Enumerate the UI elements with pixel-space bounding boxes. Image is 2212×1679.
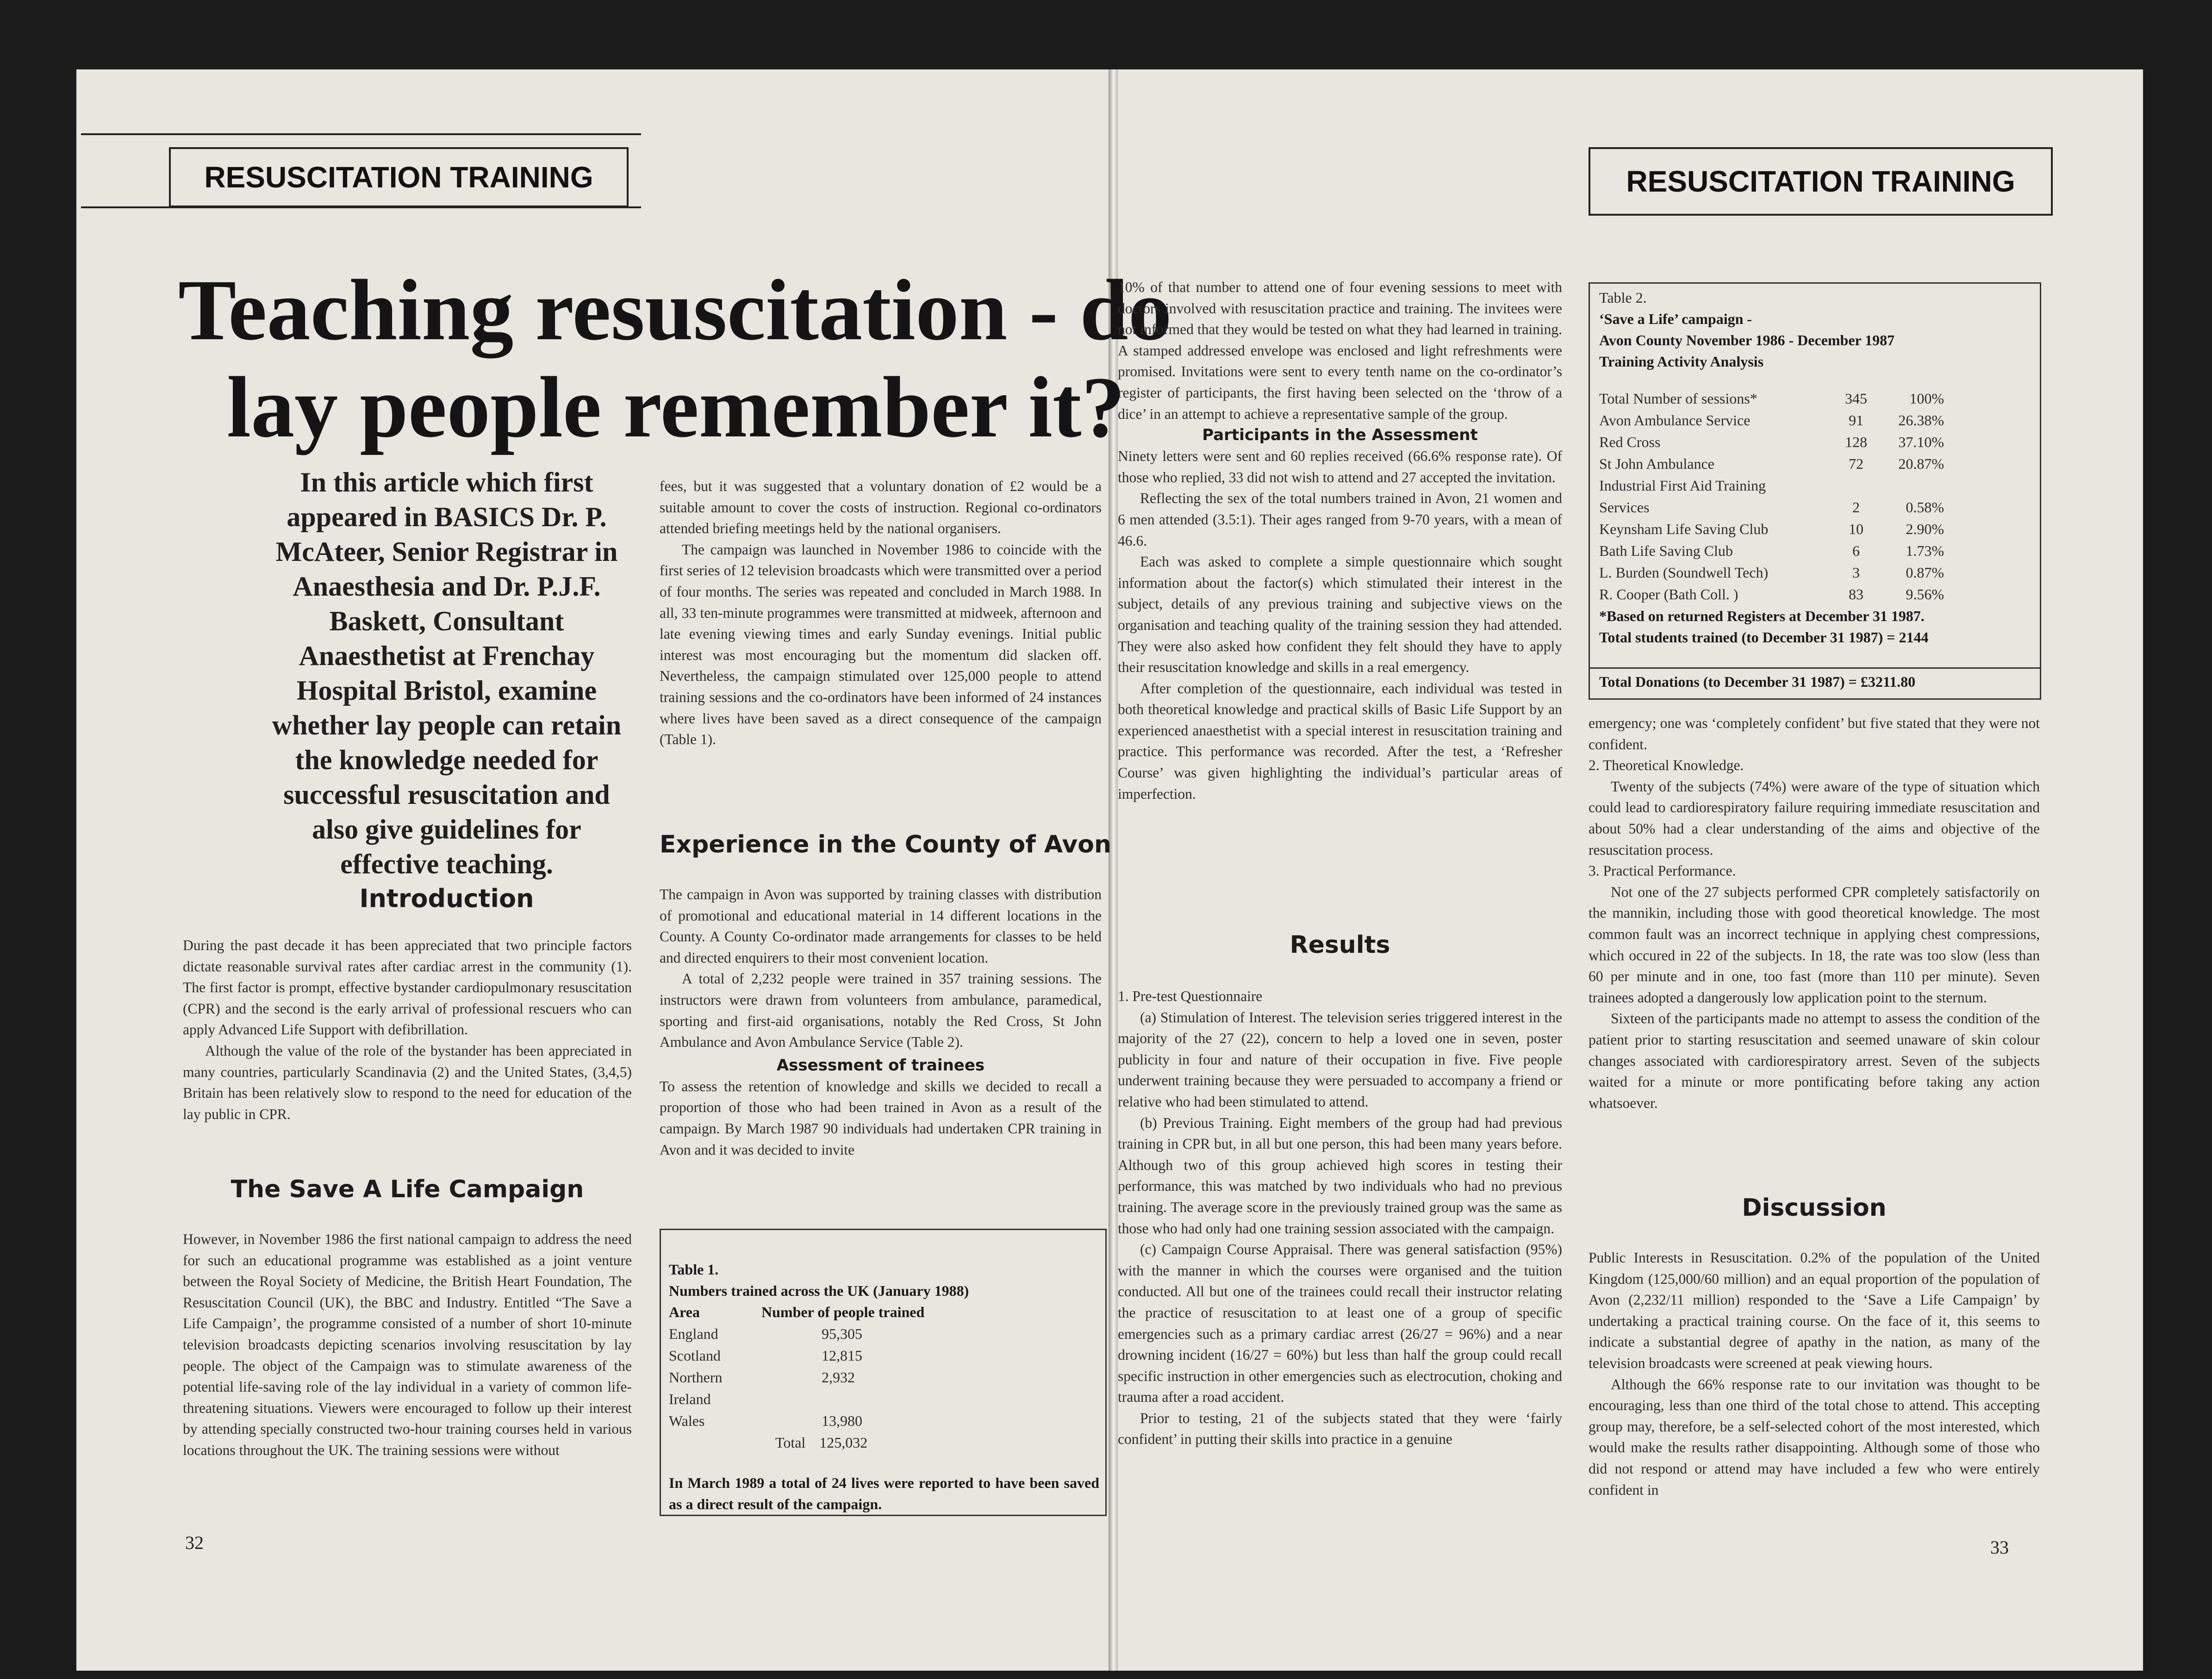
paragraph: Twenty of the subjects (74%) were aware of the type of situation which could lead to cardiorespiratory failure requiring immediate resuscitation and about 50% had a clear understanding of the aims and objective of the resuscitation process.: [1589, 778, 2040, 858]
paragraph: To assess the retention of knowledge and skills we decided to recall a proportion of those who had been trained in Avon as a result of the campaign. By March 1987 90 individuals had undertaken CPR training in Avon and it was decided to invite: [660, 1078, 1102, 1158]
table-1-col-area: Area: [669, 1304, 700, 1320]
column-2-middle: [660, 884, 1102, 1160]
paragraph: However, in November 1986 the first national campaign to address the need for such an educational programme was established as a joint venture between the Royal Society of Medicine, the British Heart Foundation, The Resuscitation Council (UK), the BBC and Industry. Entitled “The Save a Life Campaign’, the programme consisted of a number of short 10-minute television broadcasts depicting scenarios involving resuscitation by lay people. The object of the Campaign was to stimulate awareness of the potential life-saving role of the lay individual in a variety of common life-threatening situations. Viewers were encouraged to follow up their interest by attending specially constructed two-hour training courses held in various locations throughout the UK. The training sessions were without: [183, 1231, 632, 1458]
table-row: [669, 1345, 956, 1367]
paragraph: (b) Previous Training. Eight members of the group had had previous training in CPR but, in all but one person, this had been many years before. Although two of this group achieved high scores in testing their performance, this was matched by two individuals who had no previous training. The average score in the previously trained group was the same as those who had only had one training session associated with the campaign.: [1118, 1114, 1562, 1237]
table-2-title: Training Activity Analysis: [1599, 353, 1764, 370]
table-cell: Avon Ambulance Service: [1599, 412, 1751, 429]
table-cell: Bath Life Saving Club: [1599, 542, 1733, 559]
heading-assessment: Assessment of trainees: [776, 1056, 985, 1075]
heading-introduction: Introduction: [359, 884, 534, 913]
paragraph: During the past decade it has been appreciated that two principle factors dictate reasonable survival rates after cardiac arrest in the community (1). The first factor is prompt, effective bystander cardiopulmonary resuscitation (CPR) and the second is the early arrival of professional rescuers who can apply Advanced Life Support with defibrillation.: [183, 937, 632, 1038]
table-cell: 91: [1849, 412, 1863, 429]
standfirst-line: appeared in BASICS Dr. P.: [287, 502, 607, 532]
heading-results: Results: [1290, 931, 1390, 959]
table-2-donations: Total Donations (to December 31 1987) = £3211.80: [1599, 673, 1916, 690]
table-1: [669, 1259, 1099, 1515]
paragraph: The campaign in Avon was supported by training classes with distribution of promotional and educational material in 14 different locations in the County. A County Co-ordinator made arrangements for classes to be held and directed enquirers to their most convenient location.: [660, 886, 1102, 966]
paragraph: (a) Stimulation of Interest. The television series triggered interest in the majority of the 27 (22), concern to help a loved one in seven, poster publicity in four and nature of their occupation in five. Five people underwent training because they were persuaded to accompany a friend or relative who had been stimulated to attend.: [1118, 1009, 1562, 1110]
table-cell: [1838, 475, 1875, 497]
table-2-title: ‘Save a Life’ campaign -: [1599, 311, 1752, 327]
page-number-left: 32: [185, 1532, 204, 1553]
table-1-note: In March 1989 a total of 24 lives were reported to have been saved as a direct result of the campaign.: [669, 1474, 1099, 1512]
table-cell: England: [669, 1325, 718, 1342]
table-cell: 3: [1852, 564, 1860, 581]
table-cell: Total Number of sessions*: [1599, 390, 1757, 407]
table-cell: 72: [1849, 455, 1863, 472]
table-row: [1599, 431, 1944, 453]
heading-experience-avon: Experience in the County of Avon: [660, 831, 1111, 858]
table-cell: 128: [1845, 434, 1867, 450]
paragraph: Ninety letters were sent and 60 replies received (66.6% response rate). Of those who replied, 33 did not wish to attend and 27 accepted the invitation.: [1118, 448, 1562, 485]
table-2-total-students: Total students trained (to December 31 1987) = 2144: [1599, 629, 1929, 646]
column-3-top: [1118, 277, 1562, 804]
paragraph: (c) Campaign Course Appraisal. There was general satisfaction (95%) with the manner in which the courses were organised and the tuition conducted. All but one of the trainees could recall their instructor relating the practice of resuscitation to at least one of a group of specific emergencies such as a primary cardiac arrest (26/27 = 96%) and a near drowning incident (16/27 = 60%) but less than half the group could recall specific instruction in other emergencies such as electrocution, choking and trauma after a road accident.: [1118, 1241, 1562, 1405]
table-cell: Red Cross: [1599, 434, 1661, 450]
table-row: [669, 1410, 956, 1432]
standfirst-line: effective teaching.: [340, 849, 553, 879]
paragraph: Reflecting the sex of the total numbers trained in Avon, 21 women and 6 men attended (3.5:1). Their ages ranged from 9-70 years, with a mean of 46.6.: [1118, 490, 1562, 549]
table-cell: Industrial First Aid Training: [1599, 477, 1766, 494]
table-row: [669, 1323, 956, 1345]
table-cell: 0.87%: [1906, 564, 1944, 581]
table-cell: L. Burden (Soundwell Tech): [1599, 564, 1769, 581]
table-2-grid: [1599, 388, 1944, 605]
article-title-line1: Teaching resuscitation - do: [178, 261, 1172, 358]
table-row: [1599, 540, 1944, 562]
table-cell: 0.58%: [1906, 499, 1944, 516]
table-row: [1599, 410, 1944, 431]
paragraph: 10% of that number to attend one of four evening sessions to meet with doctors involved with resuscitation practice and training. The invitees were not informed that they would be tested on what they had learned in training. A stamped addressed envelope was enclosed and light refreshments were promised. Invitations were sent to every tenth name on the co-ordinator’s register of participants, the first having been selected on the ‘throw of a dice’ in an attempt to achieve a representative sample of the group.: [1118, 279, 1562, 422]
table-row: [1599, 562, 1944, 584]
table-row: [1599, 497, 1944, 518]
heading-discussion: Discussion: [1742, 1194, 1887, 1222]
section-label-right: RESUSCITATION TRAINING: [1589, 147, 2053, 216]
heading-save-a-life: The Save A Life Campaign: [231, 1175, 584, 1203]
table-cell: 6: [1852, 542, 1860, 559]
paragraph: fees, but it was suggested that a voluntary donation of £2 would be a suitable amount to cover the costs of instruction. Regional co-ordinators attended briefing meetings held by the national organisers.: [660, 478, 1102, 537]
heading-participants: Participants in the Assessment: [1202, 426, 1478, 445]
page-number-right: 33: [1990, 1537, 2009, 1558]
paragraph: 1. Pre-test Questionnaire: [1118, 988, 1263, 1004]
standfirst-line: also give guidelines for: [312, 814, 581, 845]
section-label-left: RESUSCITATION TRAINING: [169, 147, 629, 207]
paragraph: Each was asked to complete a simple questionnaire which sought information about the factor(s) which stimulated their interest in the subject, details of any previous training and subjective views on the organisation and teaching quality of the training session they had attended. They were also asked how confident they felt should they have to apply their resuscitation knowledge and skills in a real emergency.: [1118, 553, 1562, 676]
column-4-discussion: [1589, 1247, 2040, 1500]
table-2-title: Avon County November 1986 - December 1987: [1599, 332, 1895, 348]
table-row: [1599, 584, 1944, 605]
table-cell: [1875, 475, 1944, 497]
table-cell: 83: [1849, 586, 1863, 603]
header-rule: [81, 133, 641, 135]
paragraph: 2. Theoretical Knowledge.: [1589, 757, 1744, 774]
table-1-total-value: 125,032: [819, 1434, 868, 1451]
table-1-caption: Table 1.: [669, 1261, 719, 1278]
standfirst-line: whether lay people can retain: [272, 710, 622, 740]
paragraph: A total of 2,232 people were trained in 357 training sessions. The instructors were drawn from volunteers from ambulance, paramedical, sporting and first-aid organisations, notably the Red Cross, St John Ambulance and Avon Ambulance Service (Table 2).: [660, 970, 1102, 1051]
table-cell: 26.38%: [1898, 412, 1944, 429]
table-row: [1599, 388, 1944, 410]
table-cell: 13,980: [822, 1412, 862, 1429]
table-cell: 2,932: [822, 1369, 855, 1386]
article-title-line2: lay people remember it?: [227, 359, 1125, 455]
table-1-grid: [669, 1301, 956, 1454]
table-2-caption: Table 2.: [1599, 289, 1647, 306]
standfirst-line: Baskett, Consultant: [329, 606, 564, 636]
paragraph: Prior to testing, 21 of the subjects stated that they were ‘fairly confident’ in putting their skills into practice in a genuine: [1118, 1410, 1562, 1448]
standfirst-line: successful resuscitation and: [283, 779, 610, 810]
table-cell: R. Cooper (Bath Coll. ): [1599, 586, 1738, 603]
table-cell: 2: [1852, 499, 1860, 516]
paragraph: Although the 66% response rate to our invitation was thought to be encouraging, less than one third of the total chose to attend. This accepting group may, therefore, be a self-selected cohort of the most interested, which would make the results rather disappointing. Although some of those who did not respond or attend may have included a few who were entirely confident in: [1589, 1376, 2040, 1498]
table-row: [669, 1367, 956, 1410]
paragraph: After completion of the questionnaire, each individual was tested in both theoretical knowledge and practical skills of Basic Life Support by an experienced anaesthetist with a special interest in resuscitation training and practice. This performance was recorded. After the test, a ‘Refresher Course’ was given highlighting the individual’s particular areas of imperfection.: [1118, 680, 1562, 802]
table-cell: Scotland: [669, 1347, 721, 1364]
table-cell: 10: [1849, 521, 1863, 537]
table-row: [669, 1432, 956, 1454]
table-cell: 95,305: [822, 1325, 862, 1342]
column-2-top: [660, 476, 1102, 750]
table-row: [1599, 475, 1944, 497]
standfirst: [194, 465, 699, 882]
table-cell: 12,815: [822, 1347, 862, 1364]
column-1-intro: [183, 935, 632, 1125]
column-1-campaign: [183, 1229, 632, 1461]
table-2: [1599, 287, 2034, 648]
paragraph: The campaign was launched in November 1986 to coincide with the first series of 12 television broadcasts which were transmitted over a period of four months. The series was repeated and concluded in March 1988. In all, 33 ten-minute programmes were transmitted at midweek, afternoon and late evening viewing times and early Sunday evenings. Initial public interest was most encouraging but the momentum did slacken off. Nevertheless, the campaign stimulated over 125,000 people to attend training sessions and the co-ordinators have been informed of 24 instances where lives have been saved as a direct consequence of the campaign (Table 1).: [660, 541, 1102, 748]
table-cell: Wales: [669, 1412, 705, 1429]
paragraph: Sixteen of the participants made no attempt to assess the condition of the patient prior to starting resuscitation and seemed unaware of skin colour changes associated with cardiorespiratory arrest. Seven of the subjects waited for a minute or more pontificating before taking any action whatsoever.: [1589, 1010, 2040, 1111]
standfirst-line: In this article which first: [300, 467, 593, 497]
table-1-title: Numbers trained across the UK (January 1988): [669, 1282, 969, 1299]
paragraph: Public Interests in Resuscitation. 0.2% of the population of the United Kingdom (125,000/60 million) and an equal proportion of the population of Avon (2,232/11 million) responded to the ‘Save a Life Campaign’ by undertaking a practical training course. On the face of it, this seems to indicate a substantial degree of apathy in the nation, as many of the television broadcasts were screened at peak viewing hours.: [1589, 1250, 2040, 1371]
table-cell: 100%: [1909, 390, 1944, 407]
paragraph: Although the value of the role of the bystander has been appreciated in many countries, particularly Scandinavia (2) and the United States, (3,4,5) Britain has been relatively slow to respond to the need for education of the lay public in CPR.: [183, 1042, 632, 1122]
table-cell: Keynsham Life Saving Club: [1599, 521, 1769, 537]
table-cell: 2.90%: [1906, 521, 1944, 537]
table-row: [1599, 453, 1944, 475]
column-3-results: [1118, 986, 1562, 1450]
table-cell: 20.87%: [1898, 455, 1944, 472]
paragraph: Not one of the 27 subjects performed CPR completely satisfactorily on the mannikin, including those with good theoretical knowledge. The most common fault was an incorrect technique in applying chest compressions, which occured in 22 of the subjects. In 18, the rate was too slow (less than 60 per minute and in one, too fast (more than 110 per minute). Seven trainees adopted a dangerously low application point to the sternum.: [1589, 883, 2040, 1006]
paragraph: 3. Practical Performance.: [1589, 863, 1736, 879]
column-4-top: [1589, 713, 2040, 1113]
table-cell: 37.10%: [1898, 434, 1944, 450]
table-2-divider: [1589, 667, 2040, 669]
table-cell: Services: [1599, 499, 1650, 516]
table-cell: St John Ambulance: [1599, 455, 1714, 472]
table-cell: 1.73%: [1906, 542, 1944, 559]
table-1-col-number: Number of people trained: [761, 1304, 925, 1320]
table-cell: 345: [1845, 390, 1867, 407]
standfirst-line: Anaesthesia and Dr. P.J.F.: [293, 571, 601, 602]
table-2-footnote: *Based on returned Registers at December 31 1987.: [1599, 608, 1925, 624]
standfirst-line: McAteer, Senior Registrar in: [275, 536, 618, 567]
standfirst-line: the knowledge needed for: [295, 745, 598, 775]
table-1-total-label: Total: [775, 1434, 806, 1451]
table-cell: Northern Ireland: [669, 1369, 723, 1407]
standfirst-line: Anaesthetist at Frenchay: [299, 641, 595, 671]
table-row: [1599, 518, 1944, 540]
standfirst-line: Hospital Bristol, examine: [296, 675, 597, 706]
paragraph: emergency; one was ‘completely confident’ but five stated that they were not confident.: [1589, 715, 2040, 752]
table-cell: 9.56%: [1906, 586, 1944, 603]
